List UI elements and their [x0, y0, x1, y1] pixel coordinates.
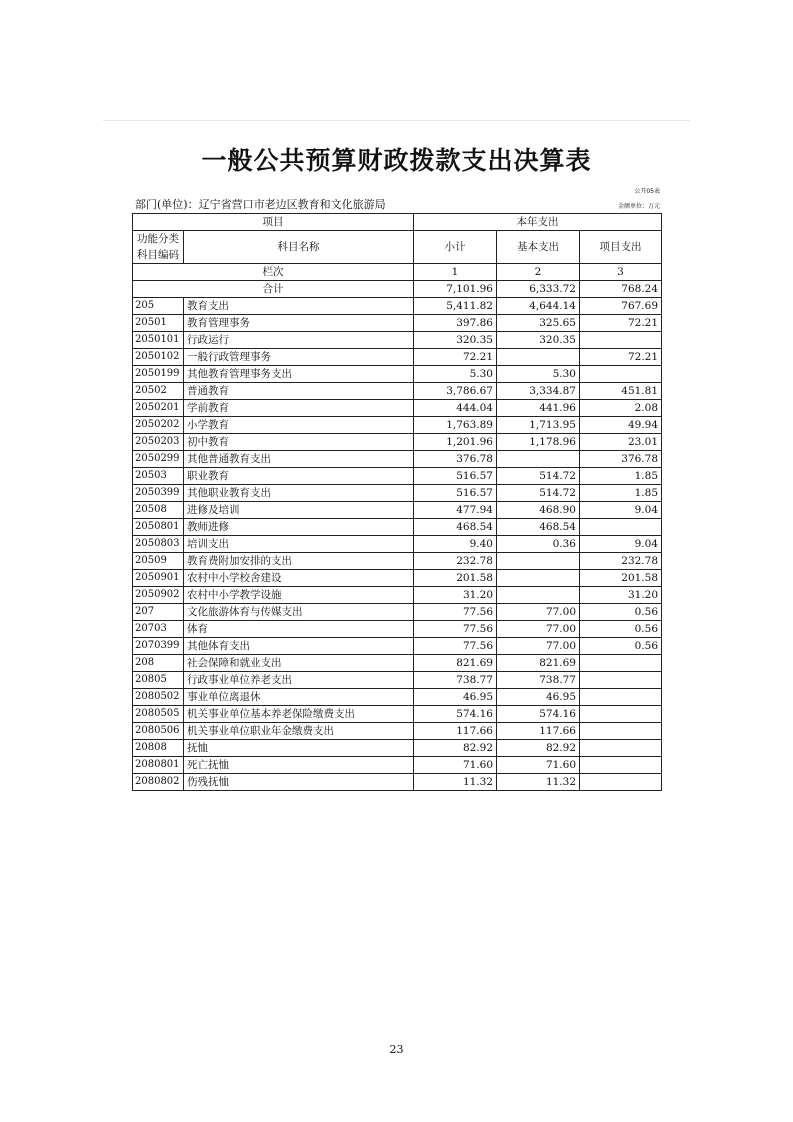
table-row: [133, 383, 662, 400]
total-basic: 6,333.72: [497, 281, 580, 298]
row-project: [580, 757, 662, 774]
row-basic: 468.90: [497, 502, 580, 519]
row-code: 205: [133, 298, 184, 315]
row-project: 31.20: [580, 587, 662, 604]
row-subject-name: 死亡抚恤: [184, 757, 414, 774]
row-code: 2050101: [133, 332, 184, 349]
table-row: [133, 332, 662, 349]
header-current-year: 本年支出: [414, 214, 662, 231]
table-row: [133, 706, 662, 723]
header-project: 项目支出: [580, 231, 662, 264]
table-row: [133, 689, 662, 706]
table-row: [133, 655, 662, 672]
row-subject-name: 行政运行: [184, 332, 414, 349]
row-code: 20502: [133, 383, 184, 400]
row-code: 2050102: [133, 349, 184, 366]
row-subject-name: 其他普通教育支出: [184, 451, 414, 468]
row-code: 2050803: [133, 536, 184, 553]
row-project: [580, 519, 662, 536]
row-subtotal: 516.57: [414, 468, 497, 485]
row-code: 2050201: [133, 400, 184, 417]
row-code: 20808: [133, 740, 184, 757]
row-subtotal: 46.95: [414, 689, 497, 706]
row-subject-name: 其他体育支出: [184, 638, 414, 655]
row-subject-name: 农村中小学校舍建设: [184, 570, 414, 587]
row-subtotal: 9.40: [414, 536, 497, 553]
header-basic: 基本支出: [497, 231, 580, 264]
row-subtotal: 77.56: [414, 621, 497, 638]
row-subtotal: 201.58: [414, 570, 497, 587]
row-code: 2080802: [133, 774, 184, 791]
row-project: 23.01: [580, 434, 662, 451]
row-project: 201.58: [580, 570, 662, 587]
row-basic: 325.65: [497, 315, 580, 332]
row-code: 207: [133, 604, 184, 621]
row-subject-name: 一般行政管理事务: [184, 349, 414, 366]
table-row: [133, 672, 662, 689]
row-subtotal: 82.92: [414, 740, 497, 757]
row-subject-name: 行政事业单位养老支出: [184, 672, 414, 689]
row-project: 451.81: [580, 383, 662, 400]
row-subtotal: 232.78: [414, 553, 497, 570]
row-code: 2070399: [133, 638, 184, 655]
department-label: 部门(单位)：辽宁省营口市老边区教育和文化旅游局: [135, 198, 386, 211]
table-row: [133, 723, 662, 740]
row-subject-name: 机关事业单位基本养老保险缴费支出: [184, 706, 414, 723]
row-basic: 738.77: [497, 672, 580, 689]
table-row: [133, 349, 662, 366]
row-subject-name: 初中教育: [184, 434, 414, 451]
row-project: 0.56: [580, 621, 662, 638]
table-row: [133, 774, 662, 791]
row-basic: 0.36: [497, 536, 580, 553]
total-row: [133, 281, 662, 298]
row-basic: 3,334.87: [497, 383, 580, 400]
table-row: [133, 502, 662, 519]
row-code: 2080506: [133, 723, 184, 740]
header-row-top: [133, 214, 662, 231]
row-subject-name: 小学教育: [184, 417, 414, 434]
table-row: [133, 740, 662, 757]
row-basic: 71.60: [497, 757, 580, 774]
top-divider: [103, 120, 690, 121]
total-subtotal: 7,101.96: [414, 281, 497, 298]
row-subject-name: 其他教育管理事务支出: [184, 366, 414, 383]
table-row: [133, 553, 662, 570]
table-row: [133, 621, 662, 638]
row-code: 2080502: [133, 689, 184, 706]
row-project: 2.08: [580, 400, 662, 417]
table-row: [133, 468, 662, 485]
row-subtotal: 320.35: [414, 332, 497, 349]
row-subtotal: 444.04: [414, 400, 497, 417]
row-basic: 514.72: [497, 468, 580, 485]
row-subject-name: 培训支出: [184, 536, 414, 553]
row-subtotal: 72.21: [414, 349, 497, 366]
row-code: 2050199: [133, 366, 184, 383]
row-subject-name: 普通教育: [184, 383, 414, 400]
row-subtotal: 3,786.67: [414, 383, 497, 400]
row-project: 232.78: [580, 553, 662, 570]
row-project: 1.85: [580, 468, 662, 485]
row-subtotal: 5.30: [414, 366, 497, 383]
header-row-columns: [133, 231, 662, 264]
row-basic: 320.35: [497, 332, 580, 349]
row-project: 9.04: [580, 502, 662, 519]
row-subject-name: 教师进修: [184, 519, 414, 536]
row-project: [580, 723, 662, 740]
table-row: [133, 604, 662, 621]
row-basic: 77.00: [497, 638, 580, 655]
row-subtotal: 477.94: [414, 502, 497, 519]
row-basic: 1,178.96: [497, 434, 580, 451]
row-subtotal: 1,201.96: [414, 434, 497, 451]
row-subtotal: 468.54: [414, 519, 497, 536]
table-row: [133, 298, 662, 315]
row-project: 49.94: [580, 417, 662, 434]
row-subtotal: 376.78: [414, 451, 497, 468]
row-project: [580, 366, 662, 383]
row-project: [580, 332, 662, 349]
row-code: 2050801: [133, 519, 184, 536]
row-basic: 46.95: [497, 689, 580, 706]
table-row: [133, 400, 662, 417]
row-subject-name: 教育管理事务: [184, 315, 414, 332]
row-subtotal: 738.77: [414, 672, 497, 689]
column-index-3: 3: [580, 264, 662, 281]
row-subtotal: 11.32: [414, 774, 497, 791]
header-subtotal: 小计: [414, 231, 497, 264]
table-row: [133, 570, 662, 587]
row-subject-name: 事业单位离退休: [184, 689, 414, 706]
total-project: 768.24: [580, 281, 662, 298]
row-code: 20501: [133, 315, 184, 332]
header-func-code: 功能分类科目编码: [133, 231, 184, 264]
row-code: 20508: [133, 502, 184, 519]
row-code: 20509: [133, 553, 184, 570]
row-subject-name: 伤残抚恤: [184, 774, 414, 791]
row-basic: [497, 587, 580, 604]
row-subject-name: 农村中小学教学设施: [184, 587, 414, 604]
row-project: 0.56: [580, 638, 662, 655]
row-project: 376.78: [580, 451, 662, 468]
table-row: [133, 315, 662, 332]
row-subtotal: 117.66: [414, 723, 497, 740]
row-code: 2080801: [133, 757, 184, 774]
row-project: [580, 774, 662, 791]
row-subtotal: 71.60: [414, 757, 497, 774]
row-basic: 77.00: [497, 604, 580, 621]
row-basic: 574.16: [497, 706, 580, 723]
row-subtotal: 516.57: [414, 485, 497, 502]
row-basic: [497, 570, 580, 587]
table-row: [133, 638, 662, 655]
row-subject-name: 学前教育: [184, 400, 414, 417]
row-basic: 1,713.95: [497, 417, 580, 434]
page-title: 一般公共预算财政拨款支出决算表: [201, 146, 592, 175]
row-code: 208: [133, 655, 184, 672]
row-project: 1.85: [580, 485, 662, 502]
row-basic: 514.72: [497, 485, 580, 502]
row-basic: 5.30: [497, 366, 580, 383]
row-subject-name: 体育: [184, 621, 414, 638]
table-row: [133, 519, 662, 536]
row-basic: [497, 451, 580, 468]
row-code: 2050902: [133, 587, 184, 604]
row-subject-name: 其他职业教育支出: [184, 485, 414, 502]
row-basic: [497, 553, 580, 570]
row-project: [580, 706, 662, 723]
row-basic: 77.00: [497, 621, 580, 638]
row-basic: 468.54: [497, 519, 580, 536]
row-subtotal: 77.56: [414, 638, 497, 655]
row-subject-name: 社会保障和就业支出: [184, 655, 414, 672]
row-project: 9.04: [580, 536, 662, 553]
row-basic: [497, 349, 580, 366]
row-subtotal: 574.16: [414, 706, 497, 723]
column-index-label: 栏次: [133, 264, 414, 281]
row-project: [580, 740, 662, 757]
row-subject-name: 职业教育: [184, 468, 414, 485]
row-basic: 4,644.14: [497, 298, 580, 315]
header-subject-name: 科目名称: [184, 231, 414, 264]
row-project: 72.21: [580, 315, 662, 332]
row-code: 2050299: [133, 451, 184, 468]
row-code: 20703: [133, 621, 184, 638]
row-code: 20805: [133, 672, 184, 689]
column-index-row: [133, 264, 662, 281]
row-subject-name: 教育支出: [184, 298, 414, 315]
expenditure-table: [132, 213, 662, 791]
row-basic: 821.69: [497, 655, 580, 672]
row-basic: 11.32: [497, 774, 580, 791]
row-code: 2050901: [133, 570, 184, 587]
row-code: 2050203: [133, 434, 184, 451]
row-code: 20503: [133, 468, 184, 485]
form-number: 公开05表: [634, 188, 660, 195]
row-subtotal: 31.20: [414, 587, 497, 604]
row-project: 0.56: [580, 604, 662, 621]
row-subject-name: 机关事业单位职业年金缴费支出: [184, 723, 414, 740]
row-subtotal: 397.86: [414, 315, 497, 332]
table-row: [133, 451, 662, 468]
table-row: [133, 536, 662, 553]
amount-unit: 金额单位：万元: [617, 203, 660, 210]
row-code: 2080505: [133, 706, 184, 723]
row-project: [580, 689, 662, 706]
row-basic: 117.66: [497, 723, 580, 740]
row-subtotal: 1,763.89: [414, 417, 497, 434]
table-row: [133, 757, 662, 774]
row-code: 2050202: [133, 417, 184, 434]
page-number: 23: [389, 1043, 404, 1056]
row-project: 767.69: [580, 298, 662, 315]
table-row: [133, 485, 662, 502]
table-row: [133, 417, 662, 434]
column-index-2: 2: [497, 264, 580, 281]
row-project: [580, 672, 662, 689]
row-basic: 82.92: [497, 740, 580, 757]
header-item: 项目: [133, 214, 414, 231]
row-project: [580, 655, 662, 672]
row-subtotal: 5,411.82: [414, 298, 497, 315]
table-row: [133, 587, 662, 604]
column-index-1: 1: [414, 264, 497, 281]
row-subject-name: 抚恤: [184, 740, 414, 757]
row-project: 72.21: [580, 349, 662, 366]
row-subtotal: 77.56: [414, 604, 497, 621]
row-code: 2050399: [133, 485, 184, 502]
row-basic: 441.96: [497, 400, 580, 417]
row-subtotal: 821.69: [414, 655, 497, 672]
row-subject-name: 进修及培训: [184, 502, 414, 519]
row-subject-name: 文化旅游体育与传媒支出: [184, 604, 414, 621]
total-label: 合计: [133, 281, 414, 298]
table-row: [133, 366, 662, 383]
row-subject-name: 教育费附加安排的支出: [184, 553, 414, 570]
table-row: [133, 434, 662, 451]
